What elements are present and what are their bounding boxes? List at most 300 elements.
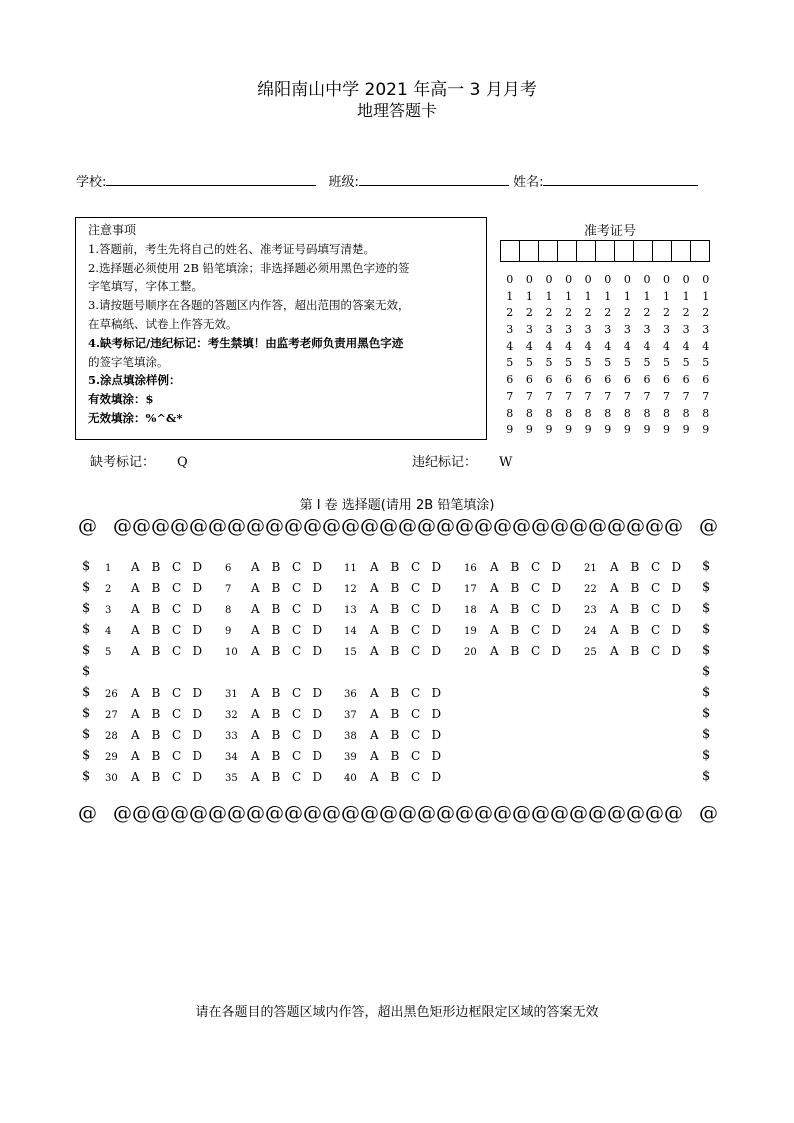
option-bubble-a[interactable]: A — [251, 770, 260, 784]
exam-id-digit-bubble[interactable]: 9 — [525, 423, 533, 437]
option-bubble-b[interactable]: B — [630, 602, 640, 616]
option-bubble-a[interactable]: A — [131, 581, 140, 595]
option-bubble-b[interactable]: B — [151, 560, 161, 574]
option-bubble-a[interactable]: A — [131, 623, 140, 637]
exam-id-digit-bubble[interactable]: 8 — [525, 406, 533, 420]
option-bubble-b[interactable]: B — [271, 770, 281, 784]
option-bubble-a[interactable]: A — [370, 728, 379, 742]
exam-id-digit-bubble[interactable]: 3 — [623, 323, 631, 337]
option-bubble-d[interactable]: D — [671, 581, 682, 595]
exam-id-digit-bubble[interactable]: 6 — [525, 373, 533, 387]
exam-id-digit-bubble[interactable]: 9 — [682, 423, 690, 437]
exam-id-digit-bubble[interactable]: 5 — [565, 356, 573, 370]
exam-id-digit-bubble[interactable]: 3 — [565, 323, 573, 337]
option-bubble-a[interactable]: A — [131, 644, 140, 658]
option-bubble-a[interactable]: A — [370, 602, 379, 616]
option-bubble-a[interactable]: A — [490, 581, 499, 595]
option-bubble-b[interactable]: B — [510, 602, 520, 616]
option-bubble-d[interactable]: D — [192, 728, 203, 742]
exam-id-digit-bubble[interactable]: 0 — [584, 273, 592, 286]
exam-id-digit-bubble[interactable]: 5 — [525, 356, 533, 370]
exam-id-digit-bubble[interactable]: 7 — [663, 389, 671, 403]
option-bubble-c[interactable]: C — [531, 623, 541, 637]
exam-id-box[interactable] — [671, 240, 691, 262]
exam-id-digit-bubble[interactable]: 9 — [623, 423, 631, 437]
exam-id-digit-bubble[interactable]: 9 — [643, 423, 651, 437]
option-bubble-a[interactable]: A — [610, 581, 619, 595]
option-bubble-d[interactable]: D — [312, 644, 323, 658]
exam-id-digit-bubble[interactable]: 8 — [604, 406, 612, 420]
exam-id-digit-bubble[interactable]: 8 — [643, 406, 651, 420]
option-bubble-b[interactable]: B — [390, 686, 400, 700]
exam-id-digit-bubble[interactable]: 4 — [643, 339, 651, 353]
option-bubble-a[interactable]: A — [131, 707, 140, 721]
question-row — [225, 728, 333, 742]
option-bubble-c[interactable]: C — [172, 749, 182, 763]
exam-id-digit-bubble[interactable]: 6 — [584, 373, 592, 387]
exam-id-digit-bubble[interactable]: 2 — [623, 306, 631, 320]
exam-id-box[interactable] — [519, 240, 539, 262]
option-bubble-b[interactable]: B — [271, 581, 281, 595]
exam-id-digit-bubble[interactable]: 1 — [643, 289, 651, 303]
exam-title: 绵阳南山中学 2021 年高一 3 月月考 — [257, 80, 537, 100]
exam-id-box[interactable] — [557, 240, 577, 262]
exam-id-digit-bubble[interactable]: 4 — [545, 339, 553, 353]
option-bubble-c[interactable]: C — [172, 644, 182, 658]
exam-id-digit-bubble[interactable]: 1 — [623, 289, 631, 303]
option-bubble-c[interactable]: C — [172, 707, 182, 721]
exam-id-digit-bubble[interactable]: 1 — [565, 289, 573, 303]
exam-id-digit-bubble[interactable]: 7 — [623, 389, 631, 403]
exam-id-digit-bubble[interactable]: 6 — [565, 373, 573, 387]
question-row — [105, 602, 213, 616]
exam-id-digit-bubble[interactable]: 8 — [506, 406, 514, 420]
option-bubble-c[interactable]: C — [292, 560, 302, 574]
exam-id-digit-bubble[interactable]: 2 — [584, 306, 592, 320]
option-bubble-c[interactable]: C — [292, 623, 302, 637]
exam-id-box[interactable] — [690, 240, 710, 262]
exam-id-digit-bubble[interactable]: 0 — [643, 273, 651, 286]
exam-id-digit-bubble[interactable]: 5 — [702, 356, 710, 370]
option-bubble-c[interactable]: C — [172, 623, 182, 637]
option-bubble-a[interactable]: A — [370, 560, 379, 574]
exam-id-digit-bubble[interactable]: 1 — [604, 289, 612, 303]
option-bubble-b[interactable]: B — [271, 686, 281, 700]
exam-id-digit-bubble[interactable]: 6 — [663, 373, 671, 387]
exam-id-digit-bubble[interactable]: 7 — [702, 389, 710, 403]
exam-id-digit-bubble[interactable]: 4 — [506, 339, 514, 353]
exam-id-digit-bubble[interactable]: 9 — [565, 423, 573, 437]
option-bubble-a[interactable]: A — [490, 623, 499, 637]
exam-id-box[interactable] — [538, 240, 558, 262]
option-bubble-a[interactable]: A — [131, 602, 140, 616]
exam-id-digit-bubble[interactable]: 3 — [663, 323, 671, 337]
option-bubble-d[interactable]: D — [192, 581, 203, 595]
option-bubble-d[interactable]: D — [431, 623, 442, 637]
option-bubble-c[interactable]: C — [292, 770, 302, 784]
question-number: 12 — [344, 584, 357, 595]
exam-id-digit-bubble[interactable]: 1 — [525, 289, 533, 303]
exam-id-digit-bubble[interactable]: 2 — [702, 306, 710, 320]
option-bubble-a[interactable]: A — [610, 602, 619, 616]
option-bubble-b[interactable]: B — [271, 560, 281, 574]
exam-id-digit-bubble[interactable]: 6 — [604, 373, 612, 387]
option-bubble-d[interactable]: D — [312, 602, 323, 616]
dollar-marker: $ — [82, 748, 91, 763]
exam-id-digit-bubble[interactable]: 8 — [584, 406, 592, 420]
option-bubble-b[interactable]: B — [151, 644, 161, 658]
option-bubble-a[interactable]: A — [370, 749, 379, 763]
exam-id-digit-bubble[interactable]: 0 — [682, 273, 690, 286]
option-bubble-c[interactable]: C — [411, 728, 421, 742]
exam-id-digit-bubble[interactable]: 1 — [506, 289, 514, 303]
exam-id-digit-bubble[interactable]: 9 — [604, 423, 612, 437]
exam-id-digit-bubble[interactable]: 4 — [623, 339, 631, 353]
exam-id-digit-bubble[interactable]: 8 — [545, 406, 553, 420]
option-bubble-b[interactable]: B — [151, 749, 161, 763]
exam-id-digit-bubble[interactable]: 1 — [702, 289, 710, 303]
exam-id-digit-bubble[interactable]: 5 — [663, 356, 671, 370]
exam-id-digit-bubble[interactable]: 5 — [643, 356, 651, 370]
option-bubble-d[interactable]: D — [312, 749, 323, 763]
option-bubble-d[interactable]: D — [551, 602, 562, 616]
exam-id-digit-bubble[interactable]: 3 — [545, 323, 553, 337]
exam-id-digit-bubble[interactable]: 1 — [584, 289, 592, 303]
exam-id-digit-bubble[interactable]: 2 — [643, 306, 651, 320]
option-bubble-b[interactable]: B — [510, 623, 520, 637]
option-bubble-a[interactable]: A — [251, 644, 260, 658]
option-bubble-d[interactable]: D — [192, 623, 203, 637]
option-bubble-c[interactable]: C — [292, 707, 302, 721]
option-bubble-c[interactable]: C — [651, 560, 661, 574]
exam-id-digit-bubble[interactable]: 7 — [682, 389, 690, 403]
option-bubble-c[interactable]: C — [531, 644, 541, 658]
option-bubble-b[interactable]: B — [151, 707, 161, 721]
option-bubble-a[interactable]: A — [131, 749, 140, 763]
option-bubble-d[interactable]: D — [671, 602, 682, 616]
option-bubble-c[interactable]: C — [411, 686, 421, 700]
option-bubble-a[interactable]: A — [370, 623, 379, 637]
option-bubble-c[interactable]: C — [651, 644, 661, 658]
option-bubble-b[interactable]: B — [390, 602, 400, 616]
option-bubble-b[interactable]: B — [151, 686, 161, 700]
exam-id-digit-bubble[interactable]: 5 — [682, 356, 690, 370]
option-bubble-d[interactable]: D — [551, 623, 562, 637]
option-bubble-c[interactable]: C — [531, 602, 541, 616]
option-bubble-d[interactable]: D — [192, 749, 203, 763]
exam-id-digit-bubble[interactable]: 1 — [663, 289, 671, 303]
option-bubble-d[interactable]: D — [431, 728, 442, 742]
option-bubble-d[interactable]: D — [312, 686, 323, 700]
question-row — [584, 560, 692, 574]
exam-id-digit-bubble[interactable]: 2 — [545, 306, 553, 320]
exam-id-digit-bubble[interactable]: 9 — [663, 423, 671, 437]
option-bubble-d[interactable]: D — [551, 581, 562, 595]
exam-id-digit-bubble[interactable]: 5 — [506, 356, 514, 370]
option-bubble-a[interactable]: A — [251, 707, 260, 721]
option-bubble-b[interactable]: B — [630, 560, 640, 574]
exam-id-box[interactable] — [500, 240, 520, 262]
option-bubble-c[interactable]: C — [172, 770, 182, 784]
option-bubble-d[interactable]: D — [312, 707, 323, 721]
exam-id-digit-bubble[interactable]: 6 — [506, 373, 514, 387]
option-bubble-d[interactable]: D — [192, 560, 203, 574]
option-bubble-d[interactable]: D — [312, 623, 323, 637]
option-bubble-d[interactable]: D — [431, 581, 442, 595]
option-bubble-d[interactable]: D — [431, 749, 442, 763]
exam-id-digit-bubble[interactable]: 5 — [604, 356, 612, 370]
exam-id-digit-bubble[interactable]: 3 — [525, 323, 533, 337]
exam-id-digit-bubble[interactable]: 5 — [584, 356, 592, 370]
name-field[interactable] — [543, 174, 698, 186]
option-bubble-d[interactable]: D — [312, 770, 323, 784]
option-bubble-a[interactable]: A — [131, 686, 140, 700]
option-bubble-b[interactable]: B — [390, 644, 400, 658]
option-bubble-a[interactable]: A — [370, 644, 379, 658]
exam-id-digit-bubble[interactable]: 9 — [506, 423, 514, 437]
option-bubble-c[interactable]: C — [411, 581, 421, 595]
option-bubble-d[interactable]: D — [192, 686, 203, 700]
exam-id-digit-bubble[interactable]: 4 — [525, 339, 533, 353]
option-bubble-a[interactable]: A — [251, 602, 260, 616]
exam-id-digit-bubble[interactable]: 2 — [682, 306, 690, 320]
option-bubble-a[interactable]: A — [610, 560, 619, 574]
exam-id-digit-bubble[interactable]: 3 — [643, 323, 651, 337]
option-bubble-a[interactable]: A — [251, 686, 260, 700]
option-bubble-c[interactable]: C — [411, 749, 421, 763]
option-bubble-a[interactable]: A — [131, 728, 140, 742]
exam-id-digit-bubble[interactable]: 4 — [604, 339, 612, 353]
violation-bubble[interactable]: W — [499, 455, 513, 470]
exam-id-digit-bubble[interactable]: 0 — [545, 273, 553, 286]
option-bubble-b[interactable]: B — [271, 749, 281, 763]
school-field[interactable] — [106, 174, 316, 186]
option-bubble-c[interactable]: C — [292, 749, 302, 763]
exam-id-digit-bubble[interactable]: 2 — [604, 306, 612, 320]
option-bubble-b[interactable]: B — [151, 770, 161, 784]
exam-id-digit-bubble[interactable]: 6 — [702, 373, 710, 387]
question-row — [225, 581, 333, 595]
option-bubble-b[interactable]: B — [630, 644, 640, 658]
exam-id-digit-bubble[interactable]: 8 — [702, 406, 710, 420]
exam-id-digit-bubble[interactable]: 4 — [584, 339, 592, 353]
option-bubble-d[interactable]: D — [192, 770, 203, 784]
absent-bubble[interactable]: Q — [177, 455, 188, 470]
option-bubble-d[interactable]: D — [192, 644, 203, 658]
option-bubble-d[interactable]: D — [192, 602, 203, 616]
exam-id-digit-bubble[interactable]: 8 — [682, 406, 690, 420]
option-bubble-b[interactable]: B — [390, 623, 400, 637]
exam-id-digit-bubble[interactable]: 8 — [623, 406, 631, 420]
option-bubble-a[interactable]: A — [251, 623, 260, 637]
exam-id-digit-bubble[interactable]: 3 — [506, 323, 514, 337]
option-bubble-a[interactable]: A — [131, 560, 140, 574]
option-bubble-d[interactable]: D — [671, 644, 682, 658]
question-row — [225, 707, 333, 721]
exam-id-digit-bubble[interactable]: 4 — [565, 339, 573, 353]
option-bubble-b[interactable]: B — [271, 623, 281, 637]
option-bubble-a[interactable]: A — [370, 770, 379, 784]
exam-id-digit-bubble[interactable]: 0 — [623, 273, 631, 286]
exam-id-digit-bubble[interactable]: 2 — [506, 306, 514, 320]
option-bubble-c[interactable]: C — [172, 581, 182, 595]
option-bubble-a[interactable]: A — [490, 644, 499, 658]
option-bubble-d[interactable]: D — [431, 644, 442, 658]
exam-id-digit-bubble[interactable]: 5 — [623, 356, 631, 370]
option-bubble-c[interactable]: C — [172, 728, 182, 742]
option-bubble-a[interactable]: A — [251, 581, 260, 595]
exam-id-digit-bubble[interactable]: 9 — [702, 423, 710, 437]
exam-id-box[interactable] — [633, 240, 653, 262]
exam-id-digit-bubble[interactable]: 3 — [604, 323, 612, 337]
exam-id-digit-bubble[interactable]: 7 — [584, 389, 592, 403]
option-bubble-b[interactable]: B — [510, 560, 520, 574]
option-bubble-a[interactable]: A — [251, 749, 260, 763]
exam-id-digit-bubble[interactable]: 3 — [702, 323, 710, 337]
option-bubble-b[interactable]: B — [151, 581, 161, 595]
option-bubble-b[interactable]: B — [390, 770, 400, 784]
option-bubble-d[interactable]: D — [671, 623, 682, 637]
exam-id-digit-bubble[interactable]: 4 — [702, 339, 710, 353]
option-bubble-a[interactable]: A — [370, 686, 379, 700]
option-bubble-c[interactable]: C — [651, 581, 661, 595]
option-bubble-c[interactable]: C — [292, 581, 302, 595]
exam-id-digit-bubble[interactable]: 1 — [682, 289, 690, 303]
option-bubble-b[interactable]: B — [151, 602, 161, 616]
option-bubble-a[interactable]: A — [610, 623, 619, 637]
option-bubble-c[interactable]: C — [172, 686, 182, 700]
exam-id-digit-bubble[interactable]: 7 — [565, 389, 573, 403]
option-bubble-c[interactable]: C — [172, 560, 182, 574]
option-bubble-a[interactable]: A — [251, 728, 260, 742]
option-bubble-c[interactable]: C — [411, 623, 421, 637]
exam-id-box[interactable] — [595, 240, 615, 262]
exam-id-digit-bubble[interactable]: 6 — [545, 373, 553, 387]
exam-id-digit-bubble[interactable]: 0 — [506, 273, 514, 286]
dollar-marker: $ — [702, 664, 711, 679]
option-bubble-d[interactable]: D — [312, 728, 323, 742]
exam-id-digit-bubble[interactable]: 7 — [506, 389, 514, 403]
exam-id-digit-bubble[interactable]: 3 — [682, 323, 690, 337]
option-bubble-a[interactable]: A — [370, 581, 379, 595]
option-bubble-b[interactable]: B — [151, 623, 161, 637]
option-bubble-b[interactable]: B — [271, 707, 281, 721]
option-bubble-c[interactable]: C — [292, 686, 302, 700]
option-bubble-b[interactable]: B — [271, 644, 281, 658]
exam-id-digit-bubble[interactable]: 7 — [525, 389, 533, 403]
option-bubble-b[interactable]: B — [271, 602, 281, 616]
option-bubble-c[interactable]: C — [411, 770, 421, 784]
option-bubble-c[interactable]: C — [411, 560, 421, 574]
option-bubble-b[interactable]: B — [510, 581, 520, 595]
at-marker-left: @ — [78, 802, 97, 824]
option-bubble-c[interactable]: C — [292, 728, 302, 742]
exam-id-digit-bubble[interactable]: 9 — [584, 423, 592, 437]
option-bubble-b[interactable]: B — [510, 644, 520, 658]
option-bubble-a[interactable]: A — [490, 560, 499, 574]
exam-id-digit-bubble[interactable]: 0 — [525, 273, 533, 286]
exam-id-digit-bubble[interactable]: 5 — [545, 356, 553, 370]
option-bubble-b[interactable]: B — [630, 581, 640, 595]
exam-id-digit-bubble[interactable]: 8 — [663, 406, 671, 420]
exam-id-digit-bubble[interactable]: 8 — [565, 406, 573, 420]
option-bubble-b[interactable]: B — [151, 728, 161, 742]
option-bubble-c[interactable]: C — [411, 644, 421, 658]
exam-id-digit-bubble[interactable]: 0 — [663, 273, 671, 286]
option-bubble-c[interactable]: C — [531, 581, 541, 595]
exam-id-digit-bubble[interactable]: 0 — [565, 273, 573, 286]
option-bubble-d[interactable]: D — [431, 707, 442, 721]
option-bubble-a[interactable]: A — [490, 602, 499, 616]
option-bubble-b[interactable]: B — [390, 560, 400, 574]
option-bubble-d[interactable]: D — [671, 560, 682, 574]
exam-id-digit-bubble[interactable]: 7 — [545, 389, 553, 403]
notice-item-4b: 的签字笔填涂。 — [88, 354, 169, 369]
exam-id-digit-bubble[interactable]: 6 — [623, 373, 631, 387]
option-bubble-a[interactable]: A — [610, 644, 619, 658]
option-bubble-c[interactable]: C — [651, 623, 661, 637]
exam-id-digit-bubble[interactable]: 0 — [702, 273, 710, 286]
option-bubble-c[interactable]: C — [411, 602, 421, 616]
option-bubble-b[interactable]: B — [390, 728, 400, 742]
option-bubble-d[interactable]: D — [431, 770, 442, 784]
exam-id-digit-bubble[interactable]: 6 — [643, 373, 651, 387]
exam-id-box[interactable] — [576, 240, 596, 262]
option-bubble-b[interactable]: B — [630, 623, 640, 637]
option-bubble-c[interactable]: C — [651, 602, 661, 616]
notice-item-2a: 2.选择题必须使用 2B 铅笔填涂；非选择题必须用黑色字迹的签 — [88, 260, 410, 275]
option-bubble-d[interactable]: D — [551, 560, 562, 574]
option-bubble-c[interactable]: C — [172, 602, 182, 616]
question-number: 13 — [344, 605, 357, 616]
exam-id-digit-bubble[interactable]: 7 — [604, 389, 612, 403]
option-bubble-c[interactable]: C — [411, 707, 421, 721]
option-bubble-d[interactable]: D — [192, 707, 203, 721]
exam-id-digit-bubble[interactable]: 2 — [525, 306, 533, 320]
option-bubble-d[interactable]: D — [551, 644, 562, 658]
option-bubble-b[interactable]: B — [390, 707, 400, 721]
exam-id-box[interactable] — [652, 240, 672, 262]
exam-id-digit-bubble[interactable]: 0 — [604, 273, 612, 286]
exam-id-digit-bubble[interactable]: 4 — [682, 339, 690, 353]
exam-id-digit-bubble[interactable]: 3 — [584, 323, 592, 337]
option-bubble-d[interactable]: D — [312, 560, 323, 574]
exam-id-digit-bubble[interactable]: 2 — [663, 306, 671, 320]
option-bubble-a[interactable]: A — [370, 707, 379, 721]
option-bubble-c[interactable]: C — [531, 560, 541, 574]
exam-id-digit-bubble[interactable]: 1 — [545, 289, 553, 303]
option-bubble-d[interactable]: D — [431, 560, 442, 574]
option-bubble-a[interactable]: A — [251, 560, 260, 574]
option-bubble-a[interactable]: A — [131, 770, 140, 784]
exam-id-digit-bubble[interactable]: 6 — [682, 373, 690, 387]
option-bubble-b[interactable]: B — [271, 728, 281, 742]
exam-id-digit-bubble[interactable]: 9 — [545, 423, 553, 437]
exam-id-digit-bubble[interactable]: 2 — [565, 306, 573, 320]
exam-id-digit-bubble[interactable]: 4 — [663, 339, 671, 353]
option-bubble-b[interactable]: B — [390, 581, 400, 595]
option-bubble-c[interactable]: C — [292, 602, 302, 616]
question-row — [344, 602, 452, 616]
exam-id-box[interactable] — [614, 240, 634, 262]
option-bubble-d[interactable]: D — [312, 581, 323, 595]
option-bubble-d[interactable]: D — [431, 686, 442, 700]
option-bubble-b[interactable]: B — [390, 749, 400, 763]
option-bubble-d[interactable]: D — [431, 602, 442, 616]
exam-id-digit-bubble[interactable]: 7 — [643, 389, 651, 403]
class-field[interactable] — [359, 174, 509, 186]
option-bubble-c[interactable]: C — [292, 644, 302, 658]
